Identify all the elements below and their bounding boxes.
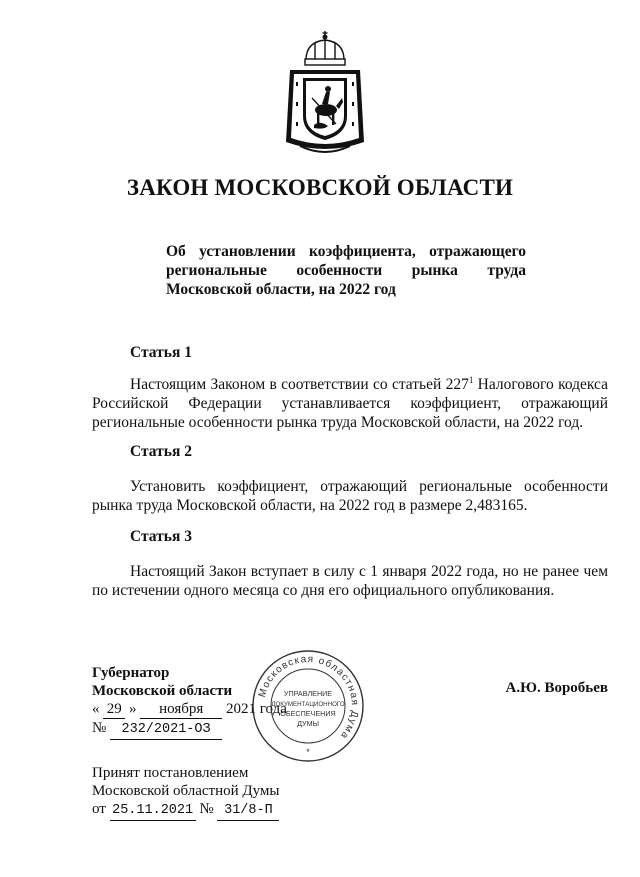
seal-line-4: ДУМЫ <box>297 719 319 728</box>
law-number-sign: № <box>92 720 107 736</box>
date-day: 29 <box>103 700 125 719</box>
seal-line-1: УПРАВЛЕНИЕ <box>283 689 333 698</box>
seal-line-3: ОБЕСПЕЧЕНИЯ <box>280 709 336 718</box>
adoption-date-prefix: от <box>92 801 106 817</box>
article-3-text: Настоящий Закон вступает в силу с 1 января 2022 года, но не ранее чем по истечении одного месяца со дня его официального опубликования. <box>92 563 608 599</box>
seal-star: * <box>306 747 310 757</box>
adoption-block <box>92 764 280 821</box>
law-number-value: 232/2021-ОЗ <box>110 721 222 740</box>
article-1-text-end: Налогового кодекса Российской Федерации устанавливается коэффициент, отражающий региональные особенности рынка труда Московской области, на 2022 год. <box>92 376 608 431</box>
seal-line-2: ДОКУМЕНТАЦИОННОГО <box>271 701 345 708</box>
signer-position-line2: Московской области <box>92 683 233 699</box>
duma-seal-stamp <box>250 648 366 764</box>
law-subject: Об установлении коэффициента, отражающего региональные особенности рынка труда Московской области, на 2022 год <box>166 243 526 298</box>
adoption-date-number <box>92 800 280 821</box>
date-open-quote: « <box>92 701 100 717</box>
article-1-text <box>92 375 608 432</box>
adoption-date: 25.11.2021 <box>110 802 196 821</box>
law-title: ЗАКОН МОСКОВСКОЙ ОБЛАСТИ <box>126 175 514 200</box>
date-close-quote: » <box>129 701 137 717</box>
date-month: ноября <box>140 700 222 719</box>
moscow-oblast-coat-of-arms-icon <box>284 30 366 162</box>
article-2-heading: Статья 2 <box>130 443 192 460</box>
date-year: 2021 года <box>226 701 287 717</box>
article-1-superscript: 1 <box>468 374 474 385</box>
adoption-line2: Московской областной Думы <box>92 783 280 799</box>
adoption-number-sign: № <box>199 801 214 817</box>
seal-ring-text: Московская областная Дума <box>256 653 361 742</box>
signer-position-line1: Губернатор <box>92 665 170 681</box>
adoption-number: 31/8-П <box>217 802 279 821</box>
article-2-text: Установить коэффициент, отражающий региональные особенности рынка труда Московской области, на 2022 год в размере 2,483165. <box>92 478 608 514</box>
article-1-heading: Статья 1 <box>130 344 192 361</box>
signer-name: А.Ю. Воробьев <box>505 680 608 696</box>
article-3-heading: Статья 3 <box>130 528 192 545</box>
article-1-text-start: Настоящим Законом в соответствии со статьей 227 <box>130 376 469 393</box>
adoption-line1: Принят постановлением <box>92 765 249 781</box>
